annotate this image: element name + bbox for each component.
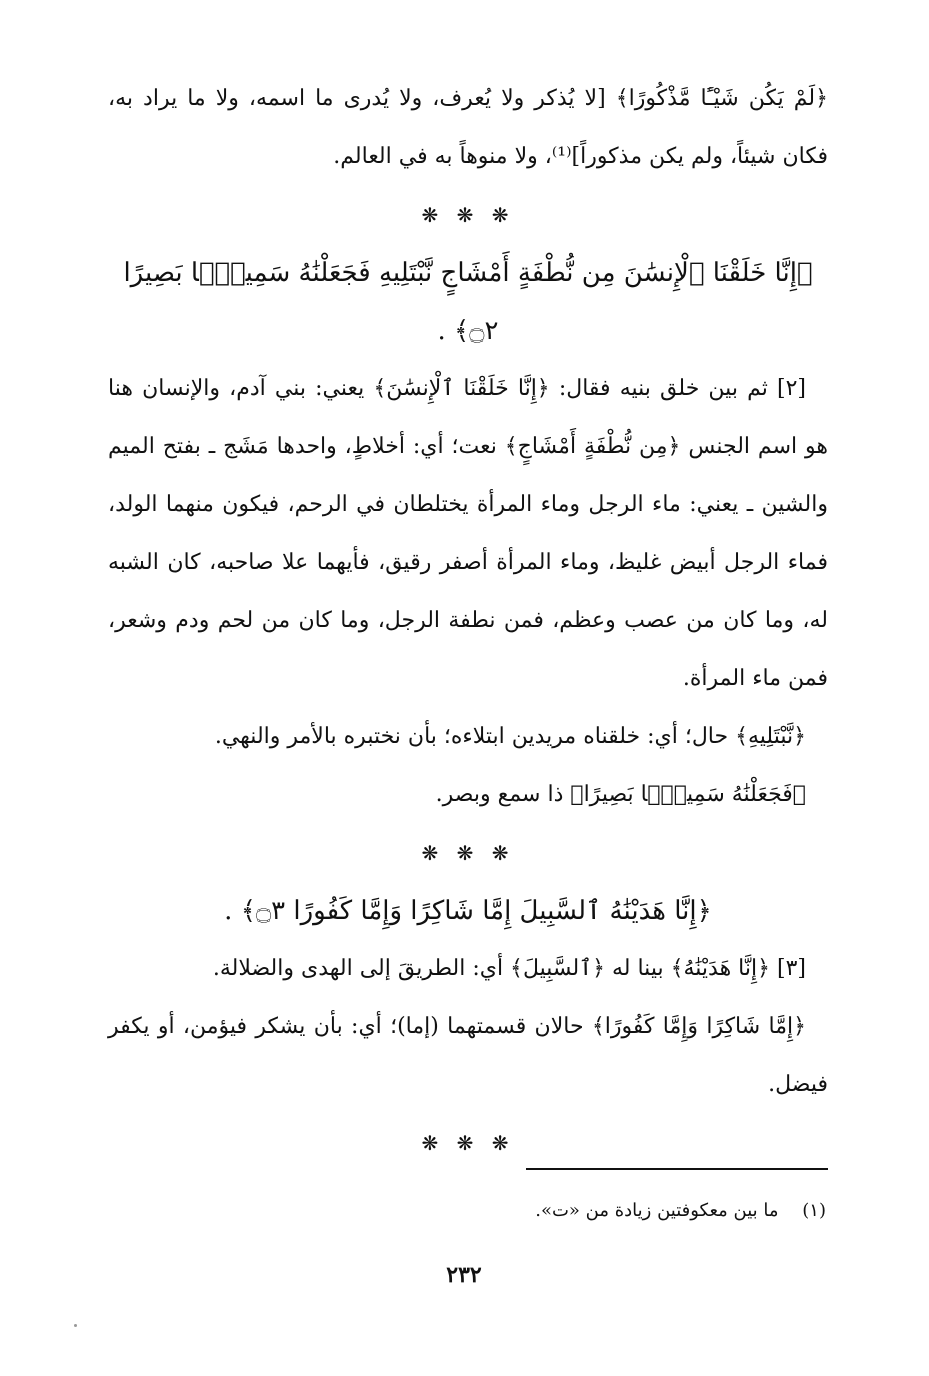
quran-verse-2: ﴿إِنَّا خَلَقْنَا ٱلْإِنسَٰنَ مِن نُّطْفَةٍ أَمْشَاجٍ نَّبْتَلِيهِ فَجَعَلْنَٰهُ سَمِيعًۢا بَصِيرًا ۝٢﴾ . [123, 258, 813, 346]
footnote-number: (١) [802, 1200, 826, 1221]
paragraph-shakiran-kafuran: ﴿إِمَّا شَاكِرًا وَإِمَّا كَفُورًا﴾ حالان قسمتهما (إما)؛ أي: بأن يشكر فيؤمن، أو يكفر فيضل. [108, 1014, 828, 1097]
page-number: ٢٣٢ [446, 1262, 482, 1288]
paragraph-verse1-commentary: ﴿لَمْ يَكُن شَيْـًٔا مَّذْكُورًا﴾ [لا يُذكر ولا يُعرف، ولا يُدرى ما اسمه، ولا ما يراد به، فكان شيئاً، ولم يكن مذكوراً]⁽¹⁾، ولا منوهاً به في العالم. [108, 86, 828, 169]
footnote-divider [526, 1168, 828, 1170]
paragraph-verse2-commentary: [٢] ثم بين خلق بنيه فقال: ﴿إِنَّا خَلَقْنَا ٱلْإِنسَٰنَ﴾ يعني: بني آدم، والإنسان هنا هو اسم الجنس ﴿مِن نُّطْفَةٍ أَمْشَاجٍ﴾ نعت؛ أي: أخلاطٍ، واحدها مَشَج ـ بفتح الميم والشين ـ يعني: ماء الرجل وماء المرأة يختلطان في الرحم، فيكون منهما الولد، فماء الرجل أبيض غليظ، وماء المرأة أصفر رقيق، فأيهما علا صاحبه، كان الشبه له، وما كان من عصب وعظم، فمن نطفة الرجل، وما كان من لحم ودم وشعر، فمن ماء المرأة. [108, 376, 828, 691]
paragraph-verse3-commentary: [٣] ﴿إِنَّا هَدَيْنَٰهُ﴾ بينا له ﴿ٱلسَّبِيلَ﴾ أي: الطريقَ إلى الهدى والضلالة. [212, 956, 806, 981]
section-separator: ❋ ❋ ❋ [421, 1131, 515, 1155]
footnote-text: ما بين معكوفتين زيادة من «ت». [535, 1200, 779, 1221]
paragraph-samian-basiran: ﴿فَجَعَلْنَٰهُ سَمِيعًۢا بَصِيرًا﴾ ذا سمع وبصر. [435, 782, 806, 807]
quran-verse-3: ﴿إِنَّا هَدَيْنَٰهُ ٱلسَّبِيلَ إِمَّا شَاكِرًا وَإِمَّا كَفُورًا ۝٣﴾ . [224, 896, 712, 926]
section-separator: ❋ ❋ ❋ [421, 203, 515, 227]
scan-speck [74, 1324, 77, 1327]
section-separator: ❋ ❋ ❋ [421, 841, 515, 865]
paragraph-nabtalihi: ﴿نَّبْتَلِيهِ﴾ حال؛ أي: خلقناه مريدين ابتلاءه؛ بأن نختبره بالأمر والنهي. [214, 724, 806, 749]
page-body [108, 70, 828, 1172]
footnote [360, 1196, 826, 1226]
